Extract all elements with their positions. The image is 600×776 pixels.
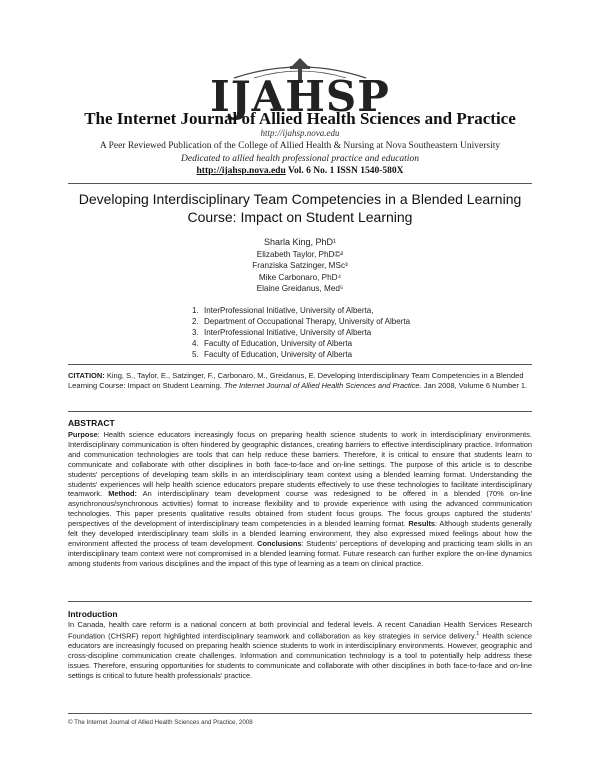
dedication-line: Dedicated to allied health professional practice and education: [181, 154, 419, 164]
divider: [68, 713, 532, 714]
citation-label: CITATION:: [68, 371, 105, 380]
author: Franziska Satzinger, MSc³: [252, 261, 348, 270]
volume-issn: Vol. 6 No. 1 ISSN 1540-580X: [285, 166, 404, 176]
introduction-heading: Introduction: [68, 609, 118, 619]
author-list: [0, 237, 600, 295]
author: Sharla King, PhD¹: [263, 237, 337, 247]
journal-url-link[interactable]: http://ijahsp.nova.edu: [196, 166, 286, 176]
abstract-method: An interdisciplinary team development course was redesigned to be offered in a blended (70% on-line asynchronous/synchronous activities) format to increase flexibility and to provide experience with using the advanced communication technologies. This paper presents qualitative results obtained from student focus groups. The focus groups captured the students' perspectives of the development of interdisciplinary team competencies in a blended learning format.: [68, 489, 532, 529]
citation-journal: The Internet Journal of Allied Health Sciences and Practice: [223, 381, 420, 390]
divider: [68, 364, 532, 365]
citation-date: . Jan 2008, Volume 6 Number 1.: [419, 381, 528, 390]
article-title: Developing Interdisciplinary Team Competencies in a Blended Learning Course: Impact on Student Learning: [78, 191, 522, 225]
affiliation-item: 4. Faculty of Education, University of Alberta: [192, 339, 353, 348]
page-footer: © The Internet Journal of Allied Health Sciences and Practice, 2008: [68, 719, 253, 726]
abstract-heading: ABSTRACT: [68, 418, 115, 428]
volume-line: [0, 166, 600, 176]
affiliation-item: 3. InterProfessional Initiative, University of Alberta: [192, 328, 372, 337]
author: Elaine Greidanus, Med⁵: [256, 284, 344, 293]
affiliation-item: 5. Faculty of Education, University of Alberta: [192, 350, 353, 359]
journal-logo: IJAHSP: [210, 72, 390, 121]
affiliation-item: 1. InterProfessional Initiative, University of Alberta,: [192, 306, 374, 315]
abstract-body: [68, 430, 532, 569]
journal-url-small[interactable]: http://ijahsp.nova.edu: [260, 128, 340, 138]
affiliation-item: 2. Department of Occupational Therapy, University of Alberta: [192, 317, 411, 326]
abstract-label-conclusions: Conclusions: [257, 538, 302, 548]
journal-name: The Internet Journal of Allied Health Sciences and Practice: [84, 109, 516, 128]
footnote-ref[interactable]: 1: [476, 630, 480, 637]
intro-text: In Canada, health care reform is a national concern at both provincial and federal levels. A recent Canadian Health Services Research Foundation (CHSRF) report highlighted interdisciplinary teamwork and collaboration as key strategies in service delivery.: [68, 620, 532, 641]
intro-text: Health science educators are increasingly focused on preparing health science students to work in interdisciplinary environments. However, geographic and cross-discipline communication create challenges. Information and communication technology is a tool to potentially help address these issues. Therefore, ensuring opportunities for students to communicate and collaborate with other disciplines in both face-to-face and on-line settings is critical to future health professionals' practice.: [68, 631, 532, 680]
citation-text: King, S., Taylor, E., Satzinger, F., Carbonaro, M., Greidanus, E. Developing Interdisciplinary Team Competencies in a Blended Learning Course: Impact on Student Learning.: [68, 371, 524, 390]
citation-block: [68, 371, 532, 391]
abstract-purpose: : Health science educators increasingly focus on preparing health science students to work in interdisciplinary environments. Interdisciplinary communication is often hindered by geographic distances, creating barriers to effective interdisciplinary practice. Information and communication technologies are tools that can help reduce these barriers. Therefore, it is critical to ensure that students learn to communicate and collaborate with other disciplines in both face-to-face and on-line settings. The purpose of this article is to describe students' perceptions of developing team skills in an interdisciplinary team context using a blended learning format. Understanding the students' experiences will help health science educators prepare students effectively to use these technologies to facilitate interdisciplinary teamwork.: [68, 430, 532, 499]
author: Mike Carbonaro, PhD⁴: [258, 272, 342, 282]
abstract-label-purpose: Purpose: [68, 430, 98, 439]
divider: [68, 411, 532, 412]
divider: [68, 183, 532, 184]
abstract-conclusions: : Students' perceptions of developing and practicing team skills in an interdisciplinary team context were not compromised in a blended learning format. Future research can further explore the on-line dynamics among students from various disciplines and the impact of this type of learning as a team on clinical practice.: [68, 538, 533, 568]
author: Elizabeth Taylor, PhD©²: [256, 249, 344, 259]
abstract-label-method: Method:: [108, 489, 137, 499]
abstract-label-results: Results: [408, 519, 436, 529]
divider: [68, 601, 532, 602]
abstract-results: : Although students generally felt they developed interdisciplinary team skills in a blended learning environment, they also expressed mixed feelings about how the environment affected the process of team development.: [68, 519, 532, 548]
publisher-line: A Peer Reviewed Publication of the College of Allied Health & Nursing at Nova Southeastern University: [99, 141, 501, 151]
introduction-body: [68, 620, 532, 681]
affiliation-list: [192, 305, 410, 360]
